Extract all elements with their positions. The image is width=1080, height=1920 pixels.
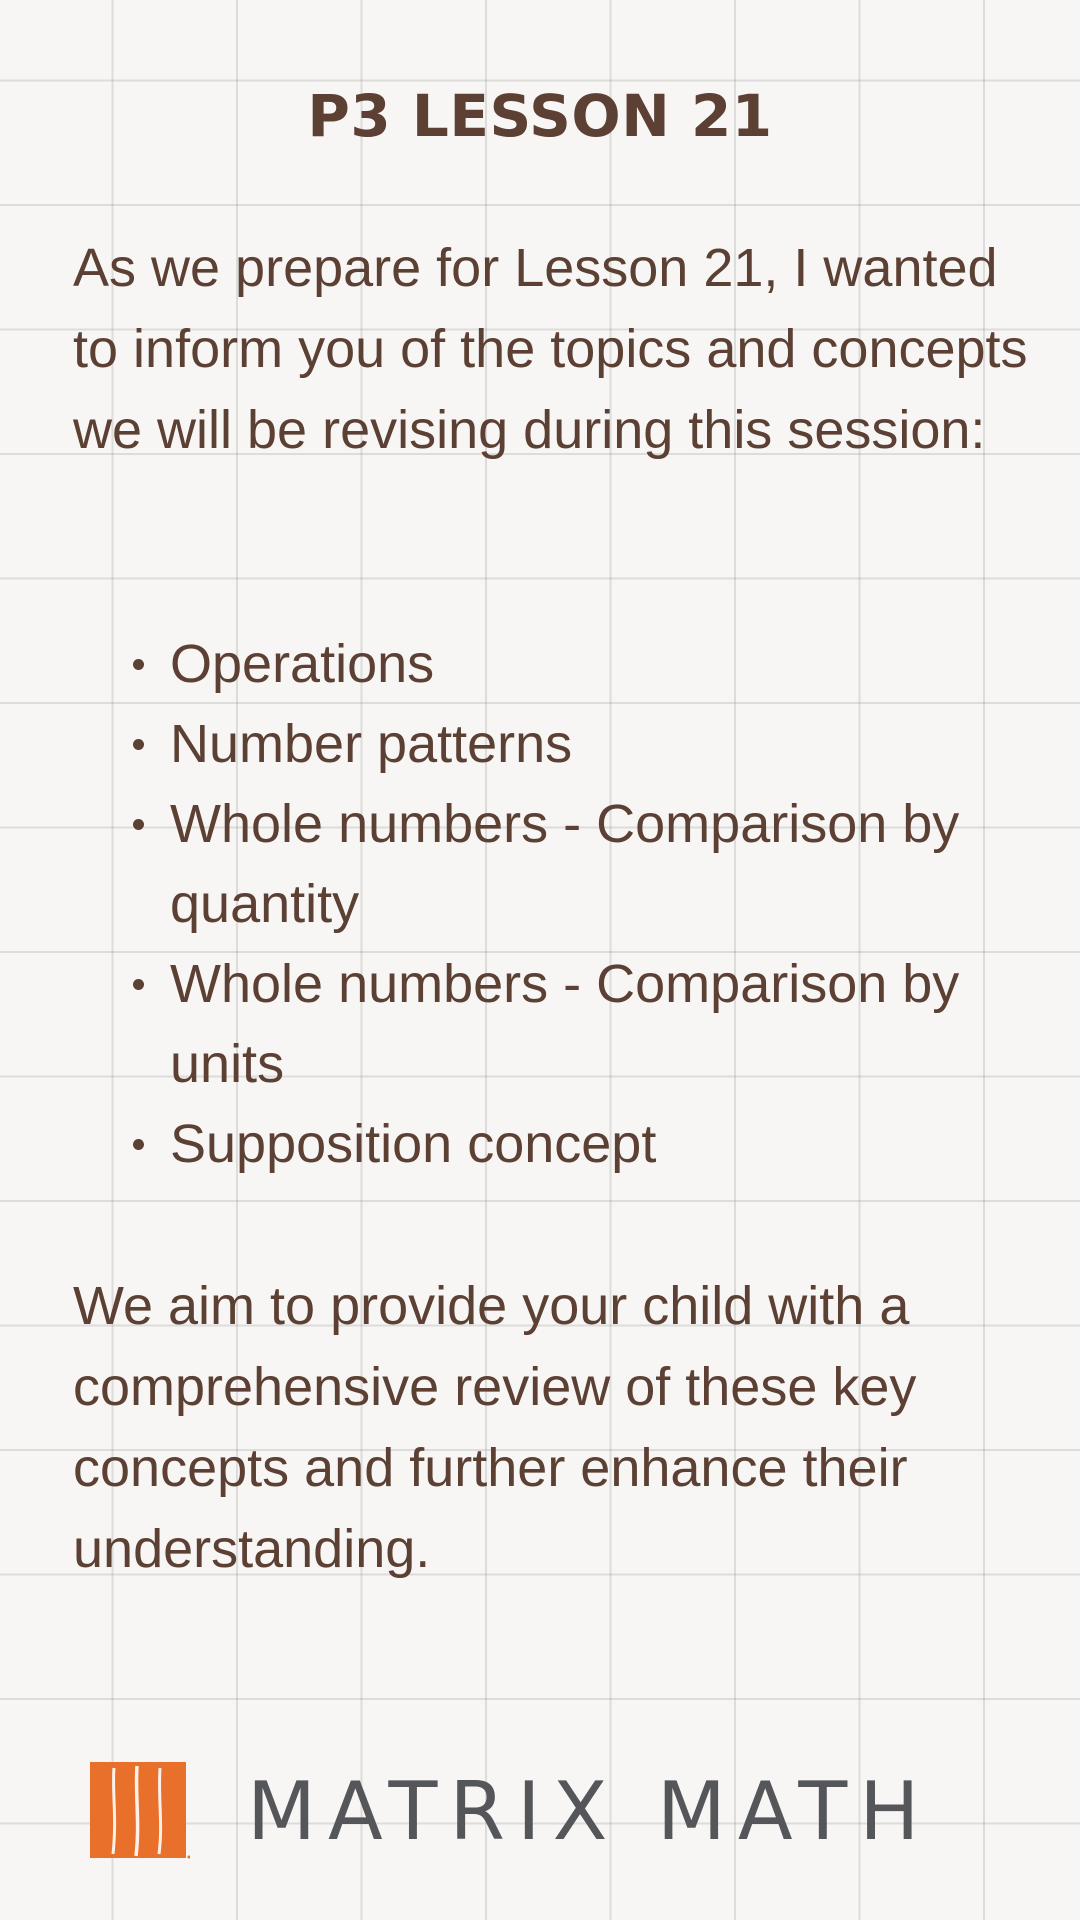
topic-label: Operations [170,634,435,694]
topic-label: Number patterns [170,714,573,774]
bullet-icon [133,659,144,670]
topic-label: Whole numbers - Comparison by units [170,954,960,1094]
matrix-math-logo-icon [90,1762,190,1860]
page-title: P3 LESSON 21 [307,82,773,150]
list-item [170,624,1030,704]
list-item [170,1104,1030,1184]
list-item [170,704,1030,784]
list-item [170,784,1030,944]
bullet-icon [133,979,144,990]
intro-paragraph: As we prepare for Lesson 21, I wanted to inform you of the topics and concepts we will be revising during this session: [73,238,1028,460]
topics-list [170,624,1030,1184]
bullet-icon [133,819,144,830]
topic-label: Supposition concept [170,1114,657,1174]
list-item [170,944,1030,1104]
closing-paragraph: We aim to provide your child with a comprehensive review of these key concepts and further enhance their understanding. [73,1276,917,1579]
bullet-icon [133,739,144,750]
bullet-icon [133,1139,144,1150]
brand-name: MATRIX MATH [247,1765,932,1858]
topic-label: Whole numbers - Comparison by quantity [170,794,960,934]
brand-footer [90,1762,1010,1862]
